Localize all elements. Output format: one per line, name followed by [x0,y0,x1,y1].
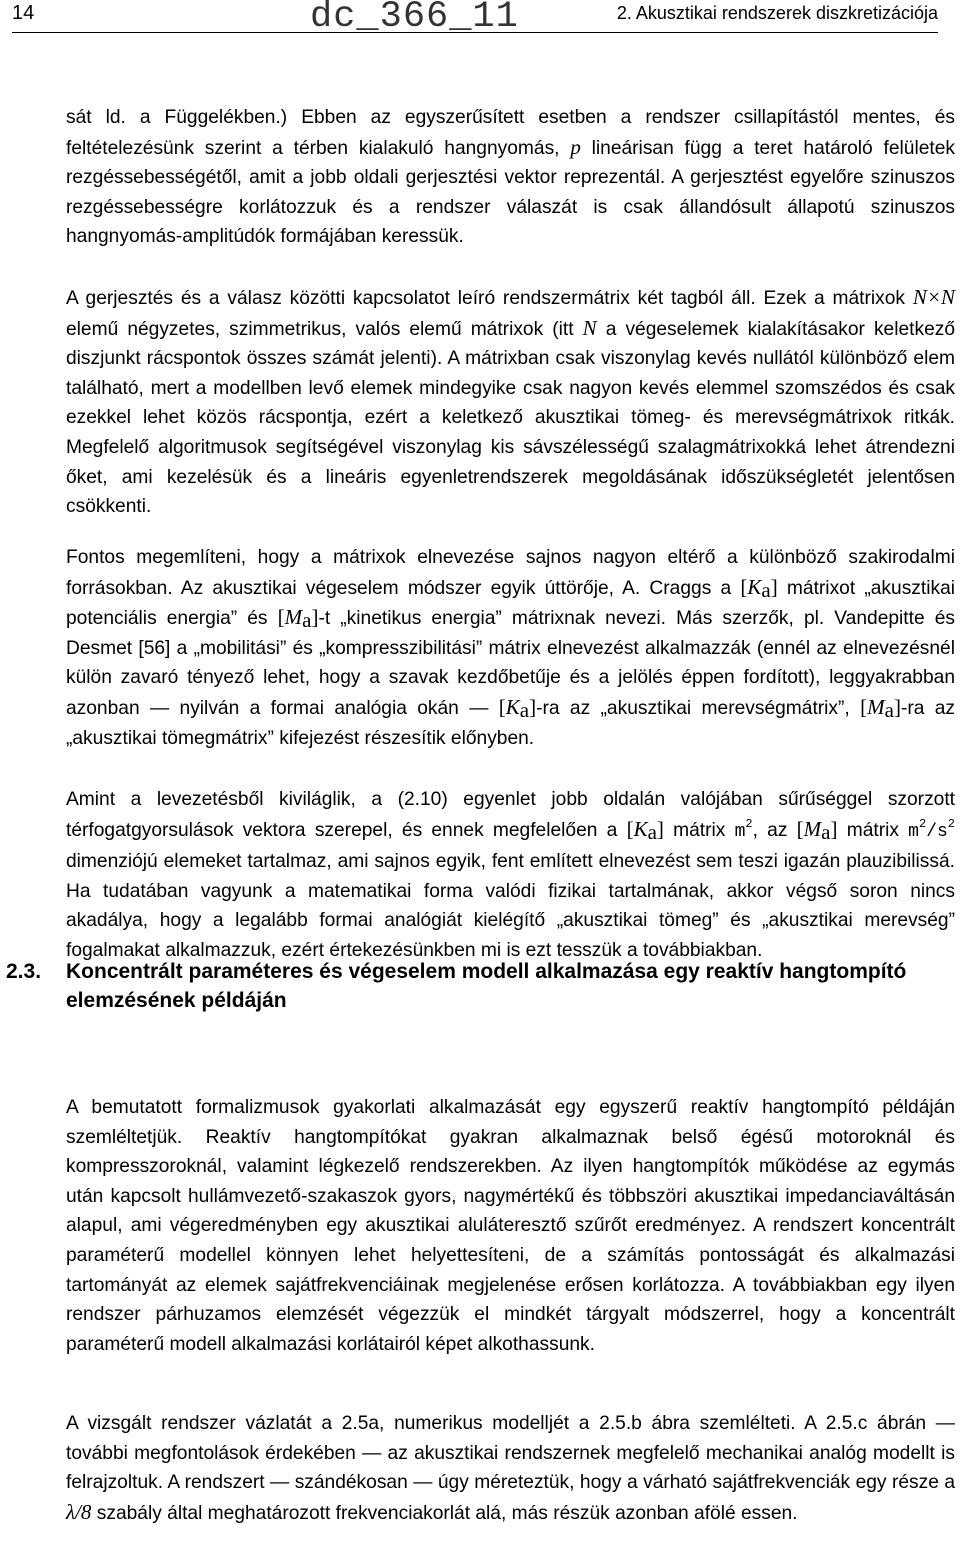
math-p: p [570,134,581,159]
unit-m2-s2: $m^2/s^2$ [908,816,955,842]
paragraph-5: A bemutatott formalizmusok gyakorlati alkalmazását egy egyszerű reaktív hangtompító példáján szemléltetjük. Reaktív hangtompítókat gyakran alkalmaznak belső égésű motoroknál és kompresszoroknál, valamint légkezelő rendszerekben. Az ilyen hangtompítók működése az egymás után kapcsolt hullámvezető-szakaszok gyors, nagymértékű és többszöri akusztikai impedanciaváltásán alapul, ami végeredményben egy akusztikai aluláteresztő szűrőt eredményez. A rendszert koncentrált paraméterű modellel könnyen lehet helyettesíteni, de a számítás pontosságát és alkalmazási tartományát az elemek sajátfrekvenciáinak megjelenése erősen korlátozza. A továbbiakban egy ilyen rendszer párhuzamos elemzését végezzük el mindkét tárgyalt módszerrel, hogy a koncentrált paraméterű modell alkalmazási korlátairól képet alkothassunk. [66,1097,955,1355]
watermark: dc_366_11 [310,0,519,38]
paragraph-6: A vizsgált rendszer vázlatát a 2.5a, numerikus modelljét a 2.5.b ábra szemlélteti. A 2.5.c ábrán — további megfontolások érdekében — az akusztikai rendszernek megfelelő mechanikai analóg modellt is felrajzoltuk. A rendszert — szándékosan — úgy méreteztük, hogy a várható sajátfrekvenciák egy része a λ/8 szabály által meghatározott frekvenciakorlát alá, más részük azonban afölé essen. [66,1413,955,1524]
paragraph-3: Fontos megemlíteni, hogy a mátrixok elnevezése sajnos nagyon eltérő a különböző szakirodalmi forrásokban. Az akusztikai végeselem módszer egyik úttörője, A. Craggs a $[K_a]$ mátrixot „akusztikai potenciális energia” és $[M_a]-t$ „kinetikus energia” mátrixnak nevezi. Más szerzők, pl. Vandepitte és Desmet [56] a „mobilitási” és „kompresszibilitási” mátrix elnevezést alkalmazzák (ennél az elnevezésnél külön zavaró tényező lehet, hogy a szavak kezdőbetűje és a jelölés éppen fordított), leggyakrabban azonban — nyilván a formai analógia okán — $[K_a]-ra$ az „akusztikai merevségmátrix”, $[M_a]-ra$ az „akusztikai tömegmátrix” kifejezést részesítik előnyben. [66,547,956,749]
header-rule [12,32,938,33]
page-number: 14 [12,2,35,24]
unit-m2: $m^2$ [734,816,753,842]
paragraph-2: A gerjesztés és a válasz közötti kapcsolatot leíró rendszermátrix két tagból áll. Ezek a mátrixok N×N elemű négyzetes, szimmetrikus, valós elemű mátrixok (itt N a végeselemek kialakításakor keletkező diszjunkt rácspontok összes számát jelenti). A mátrixban csak viszonylag kevés nullától különböző elem található, mert a modellben levő elemek mindegyike csak nagyon kevés elemmel szomszédos és csak ezekkel lehet közös rácspontja, ezért a keletkező akusztikai tömeg- és merevségmátrixok ritkák. Megfelelő algoritmusok segítségével viszonylag kis sávszélességű szalagmátrixokká lehet átrendezni őket, ami kezelésük és a lineáris egyenletrendszerek megoldásának időszükségletét jelentősen csökkenti. [66,285,956,518]
math-lambda: λ/8 [66,1499,92,1524]
math-n: N [582,315,597,340]
math-ka: K [747,574,762,599]
paragraph-4: Amint a levezetésből kiviláglik, a (2.10) egyenlet jobb oldalán valójában sűrűséggel szorzott térfogatgyorsulások vektora szerepel, és ennek megfelelően a $[K_a]$ mátrix $m^2$, az $[M_a]$ mátrix $m^2/s^2$ dimenziójú elemeket tartalmaz, ami sajnos egyik, fent említett elnevezést sem teszi igazán plauzibilissá. Ha tudatában vagyunk a matematikai forma valódi fizikai tartalmának, akkor végső soron nincs akadálya, hogy a legalább formai analógiát kielégítő „akusztikai tömeg” és „akusztikai merevség” fogalmakat alkalmazzuk, ezért értekezésünkben mi is ezt tesszük a továbbiakban. [66,789,955,961]
paragraph-1: sát ld. a Függelékben.) Ebben az egyszerűsített esetben a rendszer csillapítástól mentes, és feltételezésünk szerint a térben kialakuló hangnyomás, p lineárisan függ a teret határoló felületek rezgéssebességétől, amit a jobb oldali gerjesztési vektor reprezentál. A gerjesztést egyelőre szinuszos rezgéssebességre korlátozzuk és a rendszer válaszát is csak állandósult állapotú szinuszos hangnyomás-amplitúdók formájában keressük. [66,107,956,248]
section-title: Koncentrált paraméteres és végeselem modell alkalmazása egy reaktív hangtompító elemzésének példáján [66,960,907,1012]
page-header [12,0,938,38]
running-title: 2. Akusztikai rendszerek diszkretizációja [616,3,938,23]
section-number: 2.3. [6,960,42,983]
math-ma: M [284,605,303,630]
math-nxn: N×N [912,285,955,309]
